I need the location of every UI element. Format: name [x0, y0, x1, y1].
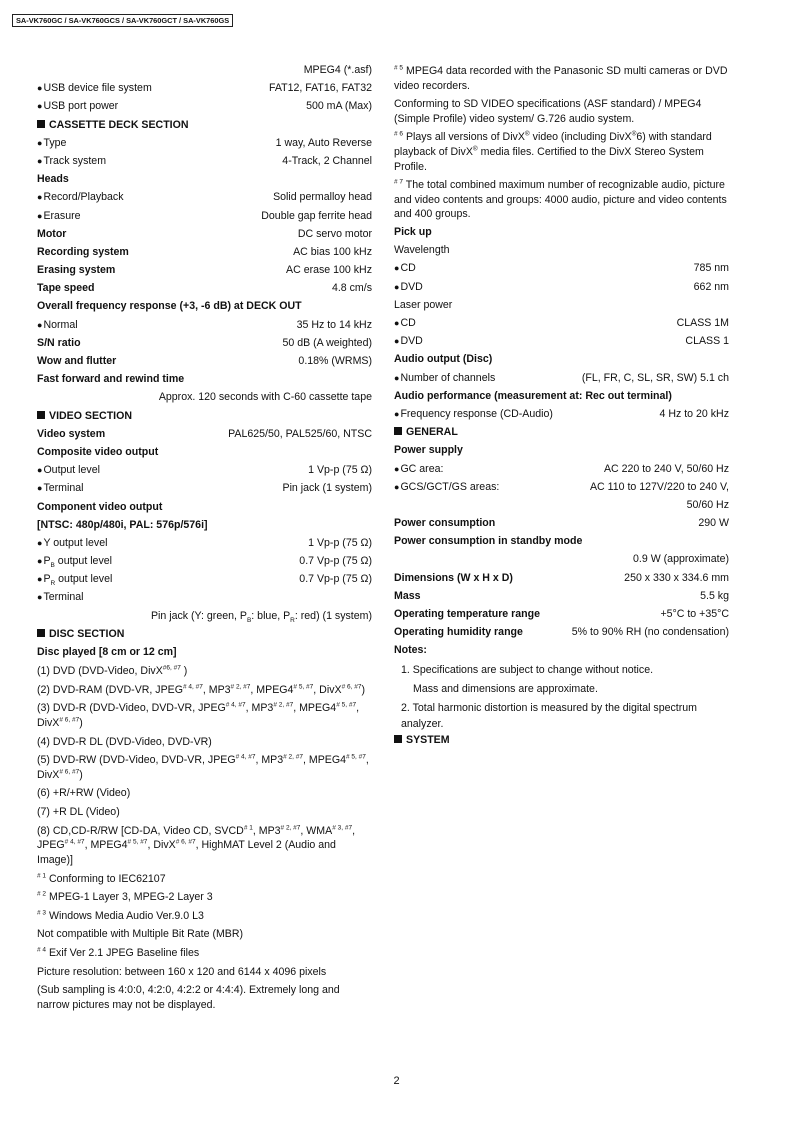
disc-item-1: (1) DVD (DVD-Video, DivX$^{\#6, \#7}$ )	[37, 664, 188, 678]
pr-output-row: ● $P_R$ output level 0.7 Vp-p (75 Ω)	[37, 573, 372, 591]
disc-section-title: DISC SECTION	[37, 628, 372, 646]
video-section-title: VIDEO SECTION	[37, 410, 372, 428]
disc-played-heading: Disc played [8 cm or 12 cm]	[37, 646, 177, 658]
motor-row: Motor DC servo motor	[37, 227, 372, 240]
dimensions-row: Dimensions (W x H x D) 250 x 330 x 334.6 mm	[394, 571, 729, 584]
videosys-row: Video system PAL625/50, PAL525/60, NTSC	[37, 427, 372, 440]
ffrw-heading: Fast forward and rewind time	[37, 373, 185, 386]
ffrw-value: Approx. 120 seconds with C-60 cassette tape	[158, 391, 372, 404]
mass-row: Mass 5.5 kg	[394, 589, 729, 602]
right-column	[394, 64, 729, 752]
footnote-1: $^{\# 1}$ Conforming to IEC62107	[37, 871, 166, 885]
cassette-section-title: CASSETTE DECK SECTION	[37, 119, 372, 137]
laser-power-heading: Laser power	[394, 298, 453, 311]
left-column	[37, 64, 372, 1016]
wavelength-heading: Wavelength	[394, 244, 450, 257]
audio-performance-heading: Audio performance (measurement at: Rec out terminal)	[394, 389, 672, 402]
disc-item-6: (6) +R/+RW (Video)	[37, 787, 131, 800]
wavelength-cd-row: ● CD 785 nm	[394, 262, 729, 280]
page-number: 2	[393, 1075, 400, 1087]
footnote-2: $^{\# 2}$ MPEG-1 Layer 3, MPEG-2 Layer 3	[37, 890, 213, 904]
model-code-header: SA-VK760GC / SA-VK760GCS / SA-VK760GCT / SA-VK760GS	[12, 14, 233, 27]
laser-cd-row: ● CD CLASS 1M	[394, 317, 729, 335]
recsys-row: Recording system AC bias 100 kHz	[37, 245, 372, 258]
audio-output-heading: Audio output (Disc)	[394, 353, 493, 366]
channels-row: ● Number of channels (FL, FR, C, SL, SR, SW) 5.1 ch	[394, 372, 729, 390]
gcs-area-row-cont: 50/60 Hz	[686, 498, 729, 511]
disc-item-5: (5) DVD-RW (DVD-Video, DVD-VR, $JPEG^{\# 4, \#7}$, $MP3^{\# 2, \#7}$, $MPEG4^{\# 5, \#7}$, DivX$^{\# 6, \#7}$)	[37, 753, 369, 781]
disc-item-8: (8) CD,CD-R/RW [CD-DA, Video CD, SVCD$^{\# 1}$, $MP3^{\# 2, \#7}$, $WMA^{\# 3, \#7}$, $JPEG^{\# 4, \#7}$, $MPEG4^{\# 5, \#7}$, DivX$^{\# 6, \#7}$, HighMAT Level 2 (Audio and Image)]	[37, 824, 356, 866]
gcs-area-row: ● GCS/GCT/GS areas: AC 110 to 127V/220 to 240 V,	[394, 481, 729, 499]
comp-terminal-row: ● Terminal Pin jack (1 system)	[37, 482, 372, 500]
pickup-heading: Pick up	[394, 226, 432, 239]
system-section-title: SYSTEM	[394, 734, 729, 752]
y-output-row: ● Y output level 1 Vp-p (75 Ω)	[37, 537, 372, 555]
normal-row: ● Normal 35 Hz to 14 kHz	[37, 319, 372, 337]
pin-jack-line: Pin jack (Y: green, $P_B$: blue, $P_R$: red) (1 system)	[150, 609, 372, 624]
disc-item-3: (3) DVD-R (DVD-Video, DVD-VR, $JPEG^{\# 4, \#7}$, $MP3^{\# 2, \#7}$, $MPEG4^{\# 5, \#7}$, DivX$^{\# 6, \#7}$)	[37, 701, 360, 730]
footnote-6: $^{\# 6}$ Plays all versions of DivX® video (including DivX®6) with standard playback of DivX® media files. Certified to the DivX Stereo System Profile.	[394, 130, 712, 173]
operating-temp-row: Operating temperature range +5°C to +35°C	[394, 608, 729, 621]
usb-fs-row: ● USB device file system FAT12, FAT16, FAT32	[37, 82, 372, 100]
usb-power-row: ● USB port power 500 mA (Max)	[37, 100, 372, 118]
erasesys-row: Erasing system AC erase 100 kHz	[37, 264, 372, 277]
footnote-4: $^{\# 4}$ Exif Ver 2.1 JPEG Baseline files	[37, 946, 200, 959]
disc-item-7: (7) +R DL (Video)	[37, 806, 120, 819]
notes-heading: Notes:	[394, 644, 427, 657]
recplay-row: ● Record/Playback Solid permalloy head	[37, 191, 372, 209]
standby-value: 0.9 W (approximate)	[633, 553, 729, 566]
heads-heading: Heads	[37, 173, 69, 186]
picture-resolution-note: Picture resolution: between 160 x 120 and 6144 x 4096 pixels	[37, 965, 327, 978]
footnote-5: $^{\# 5}$ MPEG4 data recorded with the Panasonic SD multi cameras or DVD video recorders.	[394, 64, 728, 92]
wow-row: Wow and flutter 0.18% (WRMS)	[37, 355, 372, 367]
power-consumption-row: Power consumption 290 W	[394, 517, 729, 530]
pb-output-row: ● $P_B$ output level 0.7 Vp-p (75 Ω)	[37, 555, 372, 573]
footnote-7: $^{\# 7}$ The total combined maximum number of recognizable audio, picture and video contents and groups: 4000 audio, picture and video contents and 400 groups.	[394, 178, 727, 221]
note-2: 2. Total harmonic distortion is measured by the digital spectrum analyzer.	[401, 702, 697, 730]
gc-area-row: ● GC area: AC 220 to 240 V, 50/60 Hz	[394, 463, 729, 481]
laser-dvd-row: ● DVD CLASS 1	[394, 335, 729, 353]
component-heading: Component video output	[37, 500, 163, 513]
power-supply-heading: Power supply	[394, 444, 463, 457]
track-row: ● Track system 4-Track, 2 Channel	[37, 155, 372, 173]
standby-heading: Power consumption in standby mode	[394, 535, 583, 548]
sub-sampling-note: (Sub sampling is 4:0:0, 4:2:0, 4:2:2 or 4:4:4). Extremely long and narrow pictures may not be displayed.	[37, 984, 340, 1011]
component-terminal-row: ● Terminal	[37, 591, 372, 609]
tapespeed-row: Tape speed 4.8 cm/s	[37, 282, 372, 295]
mpeg4-asf-line: MPEG4 (*.asf)	[303, 64, 372, 76]
general-section-title: GENERAL	[394, 426, 729, 444]
disc-item-4: (4) DVD-R DL (DVD-Video, DVD-VR)	[37, 735, 212, 748]
disc-item-2: (2) DVD-RAM (DVD-VR, $JPEG^{\# 4, \#7}$, $MP3^{\# 2, \#7}$, $MPEG4^{\# 5, \#7}$, DivX$^{\# 6, \#7}$)	[37, 683, 365, 696]
wavelength-dvd-row: ● DVD 662 nm	[394, 281, 729, 299]
freq-cd-row: ● Frequency response (CD-Audio) 4 Hz to 20 kHz	[394, 408, 729, 426]
mbr-note: Not compatible with Multiple Bit Rate (MBR)	[37, 928, 244, 941]
type-row: ● Type 1 way, Auto Reverse	[37, 137, 372, 155]
sd-video-note: Conforming to SD VIDEO specifications (ASF standard) / MPEG4 (Simple Profile) video system/ G.726 audio system.	[394, 98, 702, 125]
sn-row: S/N ratio 50 dB (A weighted)	[37, 336, 372, 349]
composite-heading: Composite video output	[37, 445, 159, 458]
footnote-3: $^{\# 3}$ Windows Media Audio Ver.9.0 L3	[37, 909, 204, 922]
comp-output-row: ● Output level 1 Vp-p (75 Ω)	[37, 464, 372, 482]
note-1: 1. Specifications are subject to change without notice. Mass and dimensions are approximate.	[401, 663, 654, 695]
operating-humidity-row: Operating humidity range 5% to 90% RH (no condensation)	[394, 626, 729, 639]
erasure-row: ● Erasure Double gap ferrite head	[37, 210, 372, 228]
freqresp-heading: Overall frequency response (+3, -6 dB) at DECK OUT	[37, 300, 302, 313]
component-format: [NTSC: 480p/480i, PAL: 576p/576i]	[37, 518, 208, 531]
